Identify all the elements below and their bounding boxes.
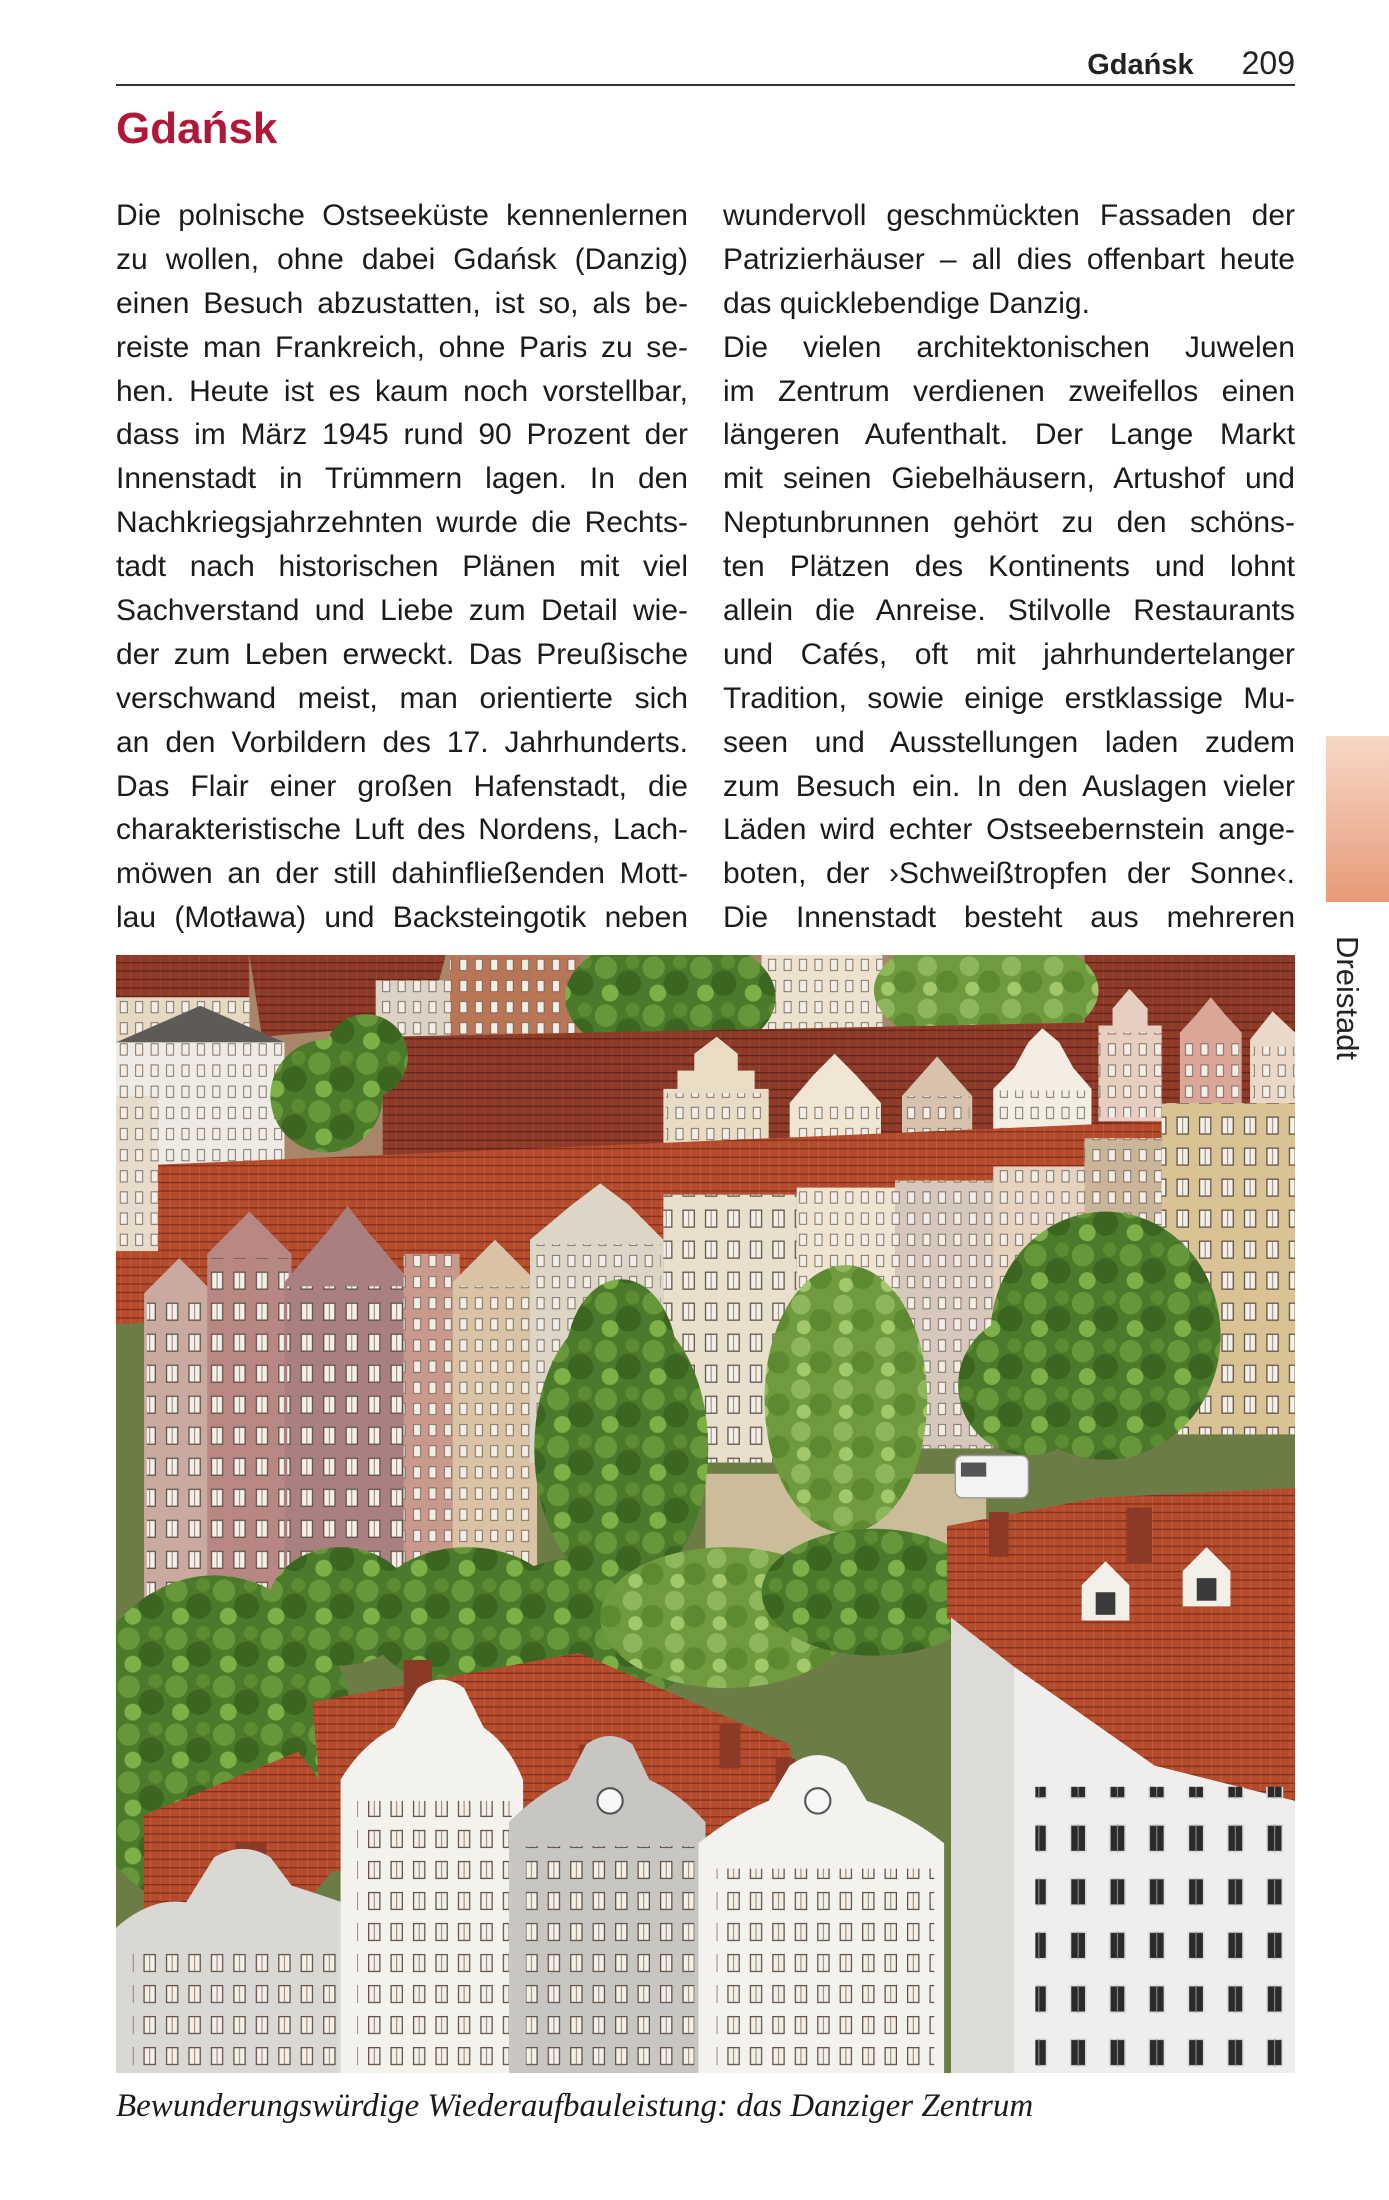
section-side-label: Dreistadt <box>1330 936 1365 1061</box>
right-column-line: boten, der ›Schweißtropfen der Sonne‹. <box>723 857 1295 891</box>
left-column-line: Innenstadt in Trümmern lagen. In den <box>116 462 688 496</box>
right-column-line: mit seinen Giebelhäusern, Artushof und <box>723 462 1295 496</box>
right-column-line: Die Innenstadt besteht aus mehreren <box>723 901 1295 935</box>
running-head <box>1087 44 1295 84</box>
right-column-line: ten Plätzen des Kontinents und lohnt <box>723 550 1295 584</box>
right-column-line: längeren Aufenthalt. Der Lange Markt <box>723 418 1295 452</box>
page-number: 209 <box>1241 45 1295 81</box>
left-column-line: Sachverstand und Liebe zum Detail wie- <box>116 594 688 628</box>
right-column-line: zum Besuch ein. In den Auslagen vieler <box>723 769 1295 803</box>
right-column <box>723 194 1295 940</box>
left-column-line: Nachkriegsjahrzehnten wurde die Rechts- <box>116 506 688 540</box>
left-column <box>116 194 688 940</box>
running-title: Gdańsk <box>1087 49 1194 81</box>
right-column-line: und Cafés, oft mit jahrhundertelanger <box>723 637 1295 671</box>
right-column-line: Die vielen architektonischen Juwelen <box>723 330 1295 364</box>
white-building <box>947 1488 1295 2073</box>
chapter-title: Gdańsk <box>116 104 278 153</box>
left-column-line: Die polnische Ostseeküste kennenlernen <box>116 199 688 232</box>
right-column-line: Neptunbrunnen gehört zu den schöns- <box>723 506 1295 540</box>
right-column-line: seen und Ausstellungen laden zudem <box>723 725 1295 759</box>
left-column-line: der zum Leben erweckt. Das Preußische <box>116 637 688 671</box>
left-column-line: zu wollen, ohne dabei Gdańsk (Danzig) <box>116 242 688 276</box>
right-column-line: Tradition, sowie einige erstklassige Mu- <box>723 681 1295 715</box>
left-column-line: verschwand meist, man orientierte sich <box>116 681 688 715</box>
header-rule <box>116 84 1295 86</box>
left-column-line: Das Flair einer großen Hafenstadt, die <box>116 769 688 803</box>
left-column-line: dass im März 1945 rund 90 Prozent der <box>116 418 688 452</box>
right-column-line: das quicklebendige Danzig. <box>723 286 1090 320</box>
thumb-index-tab <box>1326 736 1389 902</box>
left-column-line: einen Besuch abzustatten, ist so, als be- <box>116 286 688 320</box>
left-column-line: tadt nach historischen Plänen mit viel <box>116 550 688 584</box>
right-column-line: im Zentrum verdienen zweifellos einen <box>723 374 1295 408</box>
right-column-line: Läden wird echter Ostseebernstein ange- <box>723 813 1295 847</box>
right-column-line: Patrizierhäuser – all dies offenbart heute <box>723 242 1295 276</box>
right-column-line: wundervoll geschmückten Fassaden der <box>723 199 1295 232</box>
left-column-line: an den Vorbildern des 17. Jahrhunderts. <box>116 725 688 759</box>
city-photo <box>116 955 1295 2073</box>
left-column-line: lau (Motława) und Backsteingotik neben <box>116 901 688 935</box>
van <box>955 1455 1028 1497</box>
right-column-line: allein die Anreise. Stilvolle Restaurants <box>723 594 1295 628</box>
left-column-line: hen. Heute ist es kaum noch vorstellbar, <box>116 374 688 408</box>
left-column-line: reiste man Frankreich, ohne Paris zu se- <box>116 330 688 364</box>
left-column-line: möwen an der still dahinfließenden Mott- <box>116 857 688 891</box>
photo-caption: Bewunderungswürdige Wiederaufbauleistung: das Danziger Zentrum <box>116 2088 1034 2124</box>
left-column-line: charakteristische Luft des Nordens, Lach- <box>116 813 688 847</box>
